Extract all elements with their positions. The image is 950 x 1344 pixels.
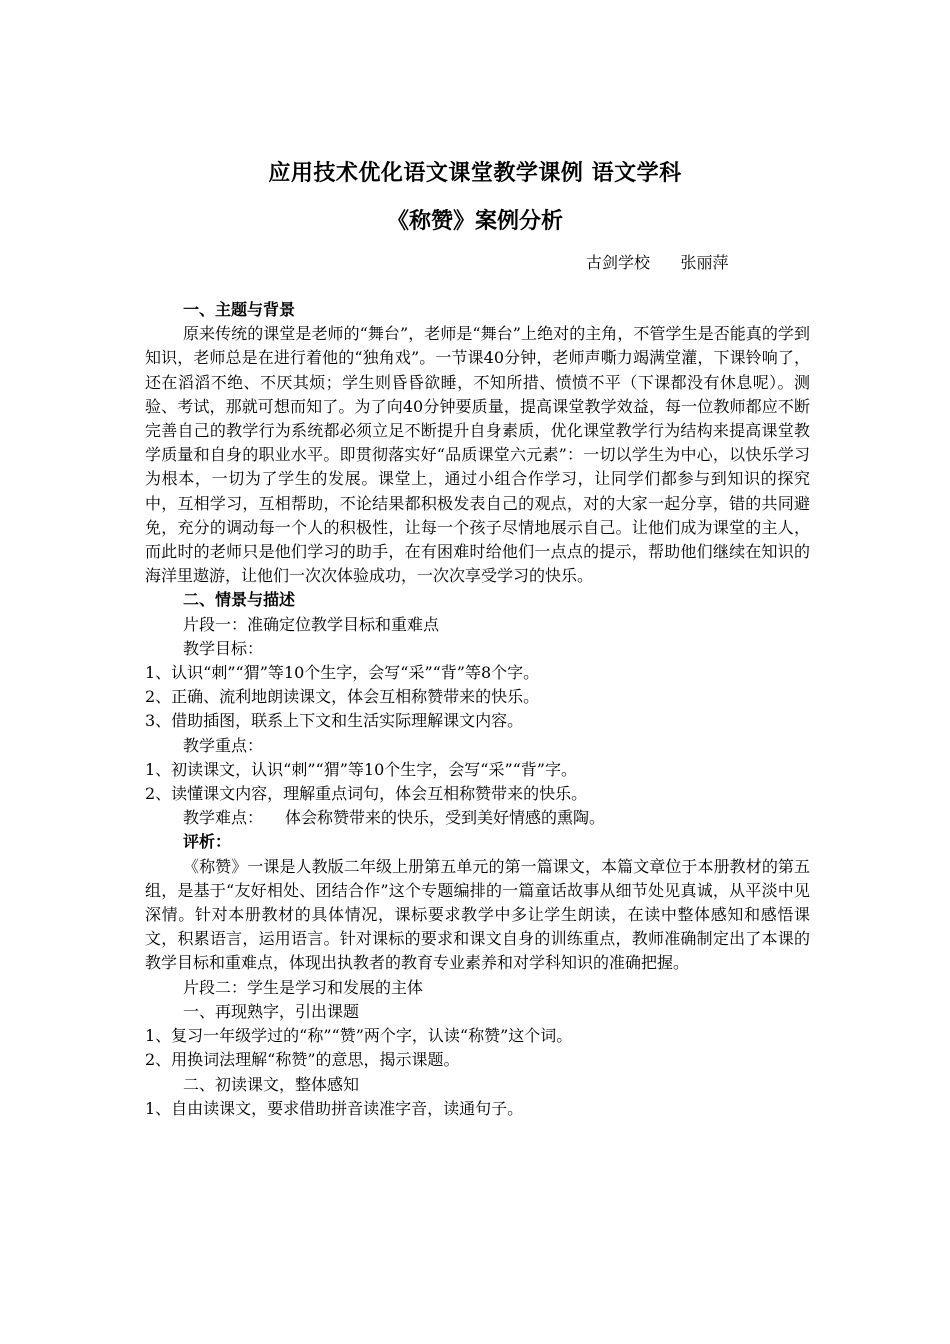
key-point-item: 1、初读课文，认识“刺”“猬”等10个生字，会写“采”“背”字。 [145,759,577,779]
document-title: 应用技术优化语文课堂教学课例 语文学科 [268,161,682,186]
difficulty-line [145,806,810,830]
step1-item: 2、用换词法理解“称赞”的意思，揭示课题。 [145,1050,460,1070]
goal-item: 1、认识“刺”“猬”等10个生字，会写“采”“背”等8个字。 [145,663,540,683]
difficulty-label: 教学难点： [183,808,264,828]
analysis-label: 评析： [183,832,232,852]
step1-title: 一、再现熟字，引出课题 [183,1001,360,1021]
author-line [586,249,729,277]
difficulty-text: 体会称赞带来的快乐，受到美好情感的熏陶。 [285,808,606,828]
step1-item: 1、复习一年级学过的“称”“赞”两个字，认读“称赞”这个词。 [145,1026,573,1046]
key-label: 教学重点： [183,735,264,755]
section1-heading: 一、主题与背景 [183,300,296,319]
fragment2-title: 片段二：学生是学习和发展的主体 [183,977,424,997]
goal-item: 2、正确、流利地朗读课文，体会互相称赞带来的快乐。 [145,687,540,707]
goals-label: 教学目标： [183,638,264,658]
analysis-paragraph: 《称赞》一课是人教版二年级上册第五单元的第一篇课文，本篇文章位于本册教材的第五组，是基于“友好相处、团结合作”这个专题编排的一篇童话故事从细节处见真诚，从平淡中见深情。针对本册教材的具体情况，课标要求教学中多让学生朗读，在读中整体感知和感悟课文，积累语言，运用语言。针对课标的要求和课文自身的训练重点，教师准确制定出了本课的教学目标和重难点，体现出执教者的教育专业素养和对学科知识的准确把握。 [145,856,810,973]
step2-item: 1、自由读课文，要求借助拼音读准字音，读通句子。 [145,1098,524,1118]
section1-paragraph: 原来传统的课堂是老师的“舞台”，老师是“舞台”上绝对的主角，不管学生是否能真的学到知识，老师总是在进行着他的“独角戏”。一节课40分钟，老师声嘶力竭满堂灌，下课铃响了，还在滔滔不绝、不厌其烦；学生则昏昏欲睡，不知所措、愤愤不平（下课都没有休息呢）。测验、考试，那就可想而知了。为了向40分钟要质量，提高课堂教学效益，每一位教师都应不断完善自己的教学行为系统都必须立足不断提升自身素质，优化课堂教学行为结构来提高课堂教学质量和自身的职业水平。即贯彻落实好“品质课堂六元素”：一切以学生为中心，以快乐学习为根本，一切为了学生的发展。课堂上，通过小组合作学习，让同学们都参与到知识的探究中，互相学习，互相帮助，不论结果都积极发表自己的观点，对的大家一起分享，错的共同避免，充分的调动每一个人的积极性，让每一个孩子尽情地展示自己。让他们成为课堂的主人，而此时的老师只是他们学习的助手，在有困难时给他们一点点的提示，帮助他们继续在知识的海洋里遨游，让他们一次次体验成功，一次次享受学习的快乐。 [145,324,810,586]
document-subtitle: 《称赞》案例分析 [386,209,563,234]
author-name: 张丽萍 [680,253,729,272]
fragment1-title: 片段一：准确定位教学目标和重难点 [183,614,440,634]
section2-heading: 二、情景与描述 [183,590,296,610]
document-body [145,298,810,1121]
step2-title: 二、初读课文，整体感知 [183,1074,360,1094]
key-point-item: 2、读懂课文内容，理解重点词句，体会互相称赞带来的快乐。 [145,784,588,804]
goal-item: 3、借助插图，联系上下文和生活实际理解课文内容。 [145,711,524,731]
author-school: 古剑学校 [586,253,651,272]
